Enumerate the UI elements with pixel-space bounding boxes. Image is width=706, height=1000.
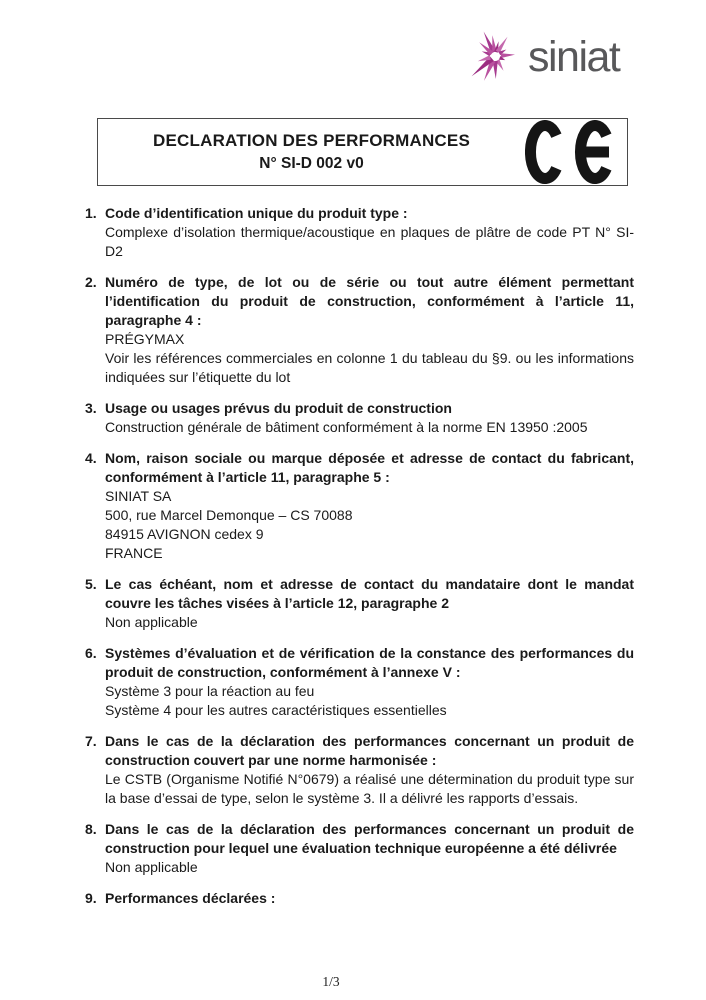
item-heading: Usage ou usages prévus du produit de construction <box>105 400 452 416</box>
list-item <box>85 575 634 632</box>
item-body-line: Système 4 pour les autres caractéristiques essentielles <box>105 702 447 718</box>
item-heading: Systèmes d’évaluation et de vérification de la constance des performances du produit de construction, conformément à l’annexe V : <box>105 645 634 680</box>
item-number: 7. <box>85 733 97 749</box>
list-item <box>85 644 634 720</box>
item-content <box>105 732 634 808</box>
item-number: 2. <box>85 274 97 290</box>
item-content <box>105 644 634 720</box>
item-content <box>105 449 634 563</box>
item-body-line: Non applicable <box>105 614 198 630</box>
item-heading: Le cas échéant, nom et adresse de contact du mandataire dont le mandat couvre les tâches visées à l’article 12, paragraphe 2 <box>105 576 634 611</box>
siniat-logo <box>468 16 619 94</box>
item-content <box>105 575 634 632</box>
item-heading: Nom, raison sociale ou marque déposée et adresse de contact du fabricant, conformément à l’article 11, paragraphe 5 : <box>105 450 634 485</box>
item-body-line: Complexe d’isolation thermique/acoustique en plaques de plâtre de code PT N° SI-D2 <box>105 224 634 259</box>
item-body-line: Construction générale de bâtiment conformément à la norme EN 13950 :2005 <box>105 419 588 435</box>
item-body-line: PRÉGYMAX <box>105 331 185 347</box>
item-heading: Dans le cas de la déclaration des performances concernant un produit de construction pour lequel une évaluation technique européenne a été délivrée <box>105 821 634 856</box>
item-body-line: Système 3 pour la réaction au feu <box>105 683 315 699</box>
item-number: 5. <box>85 576 97 592</box>
item-content <box>105 889 634 908</box>
list-item <box>85 732 634 808</box>
list-item <box>85 820 634 877</box>
document-number: N° SI-D 002 v0 <box>259 155 364 172</box>
item-body-line: 84915 AVIGNON cedex 9 <box>105 526 264 542</box>
item-body-line: SINIAT SA <box>105 488 172 504</box>
clauses-list <box>85 204 634 920</box>
item-content <box>105 204 634 261</box>
item-body-line: FRANCE <box>105 545 163 561</box>
item-body-line: 500, rue Marcel Demonque – CS 70088 <box>105 507 353 523</box>
declaration-titles <box>98 119 525 185</box>
brand-name: siniat <box>528 32 620 81</box>
item-body-line: Le CSTB (Organisme Notifié N°0679) a réalisé une détermination du produit type sur la base d’essai de type, selon le système 3. Il a délivré les rapports d’essais. <box>105 771 634 806</box>
item-number: 1. <box>85 205 97 221</box>
item-heading: Code d’identification unique du produit type : <box>105 205 408 221</box>
list-item <box>85 399 634 437</box>
item-content <box>105 399 634 437</box>
item-number: 3. <box>85 400 97 416</box>
item-heading: Dans le cas de la déclaration des performances concernant un produit de construction couvert par une norme harmonisée : <box>105 733 634 768</box>
list-item <box>85 889 634 908</box>
item-number: 8. <box>85 821 97 837</box>
item-number: 9. <box>85 890 97 906</box>
item-heading: Performances déclarées : <box>105 890 276 906</box>
declaration-header-box <box>97 118 628 186</box>
ce-mark <box>525 119 627 185</box>
item-number: 4. <box>85 450 97 466</box>
item-heading: Numéro de type, de lot ou de série ou tout autre élément permettant l’identification du produit de construction, conformément à l’article 11, paragraphe 4 : <box>105 274 634 328</box>
item-number: 6. <box>85 645 97 661</box>
item-body-line: Non applicable <box>105 859 198 875</box>
list-item <box>85 273 634 387</box>
list-item <box>85 449 634 563</box>
list-item <box>85 204 634 261</box>
starburst-ray <box>501 53 515 58</box>
item-content <box>105 820 634 877</box>
item-content <box>105 273 634 387</box>
starburst-icon <box>468 16 524 94</box>
document-title: DECLARATION DES PERFORMANCES <box>153 131 470 150</box>
ce-mark-icon <box>525 120 615 184</box>
page-number: 1/3 <box>322 974 340 989</box>
item-body-line: Voir les références commerciales en colonne 1 du tableau du §9. ou les informations indiquées sur l’étiquette du lot <box>105 350 634 385</box>
